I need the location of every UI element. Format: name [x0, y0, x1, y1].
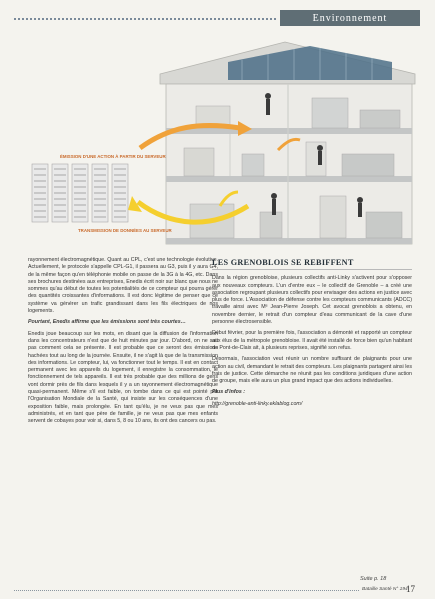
more-info-link[interactable]: http://grenoble-anti-linky.eklablog.com/	[212, 400, 303, 407]
more-info-label: Plus d'infos :	[212, 389, 246, 396]
right-column	[212, 257, 412, 412]
server-racks-icon	[32, 164, 128, 222]
label-server-transmission: TRANSMISSION DE DONNÉES AU SERVEUR	[78, 228, 172, 233]
left-paragraph-2: Enedis joue beaucoup sur les mots, en disant que la diffusion de l'information dans les concentrateurs n'est que de huit minutes par jour. D'abord, on ne sait pas comment cela se présente. Il est probable que ce seront des émissions hachées tout au long de la journée. Ensuite, il ne s'agit là que de la transmission des informations. Le compteur, lui, va fonctionner tout le temps. Il est en contact permanent avec les appareils du logement, il enregistre la consommation, le fonctionnement de tels appareils. Il est très probable que des millions de gens vont dormir près de fils dans lesquels il y a un rayonnement électromagnétique quasi-permanent. Même s'il est faible, on tombe dans ce qui est pointé par l'Organisation Mondiale de la Santé, qui insiste sur les conséquences d'une exposition faible, mais prolongée. En tant qu'élu, je ne veux pas que mes administrés, et en tant que père de famille, je ne veux pas que mes enfants servent de cobayes pour voir si, dans 5, 8 ou 10 ans, ils ont des cancers ou pas.	[28, 330, 218, 425]
section-label: Environnement	[312, 12, 388, 24]
magazine-issue: Bataille Santé N° 194	[362, 587, 408, 592]
label-server-emission: ÉMISSION D'UNE ACTION À PARTIR DU SERVEUR	[60, 154, 166, 159]
right-paragraph-3: Désormais, l'association veut réunir un nombre suffisant de plaignants pour une action au civil, demandant le retrait des compteurs. Les plaignants partagent ainsi les frais de justice. Cette démarche ne réunit pas les conditions juridiques d'une action de groupe, mais elle aura un plus grand impact que des actions individuelles.	[212, 356, 412, 385]
right-paragraph-2: Début février, pour la première fois, l'association a démonté et rapporté un compteur aux élus de la métropole grenobloise. Il avait été installé de force bien qu'un habitant de Pont-de-Claix ait, à plusieurs reprises, signifié son refus.	[212, 330, 412, 351]
section-tag	[280, 10, 420, 26]
sidebar-heading: LES GRENOBLOIS SE REBIFFENT	[212, 259, 412, 270]
left-paragraph-1: rayonnement électromagnétique. Quant au CPL, c'est une technologie évolutive. Actuellement, le protocole s'appelle CPL-G1, il passera au G3, puis il y aura G4, de la même façon qu'en téléphonie mobile on passe de la 3G à la 4G, etc. Dans ses brochures destinées aux entreprises, Enedis écrit noir sur blanc que nous ne sommes qu'au début de toutes les potentialités de ce compteur qui pourra gérer des quantités croissantes d'informations. Il est donc légitime de penser que ce système va générer un trafic grandissant dans les fils électriques de nos logements.	[28, 257, 218, 315]
footer-dotted-rule	[14, 590, 359, 591]
smart-meter-illustration	[20, 36, 420, 254]
page-number: 17	[406, 584, 415, 594]
continued-note: Suite p. 18	[360, 576, 387, 582]
header-dotted-rule	[14, 18, 276, 20]
right-paragraph-1: Dans la région grenobloise, plusieurs collectifs anti-Linky s'activent pour s'opposer aux nouveaux compteurs. L'un d'entre eux – le collectif de Grenoble – a créé une association regroupant plusieurs collectifs pour envisager des actions en justice avec plus de force. L'Association de défense contre les compteurs communicants (ADCC) travaille ainsi avec Mᵉ Jean-Pierre Joseph. Cet avocat grenoblois a obtenu, en novembre dernier, le retrait d'un compteur d'eau communicant de la cave d'une personne électrosensible.	[212, 275, 412, 326]
interview-question: Pourtant, Enedis affirme que les émissions sont très courtes…	[28, 319, 186, 326]
left-column	[28, 257, 218, 430]
